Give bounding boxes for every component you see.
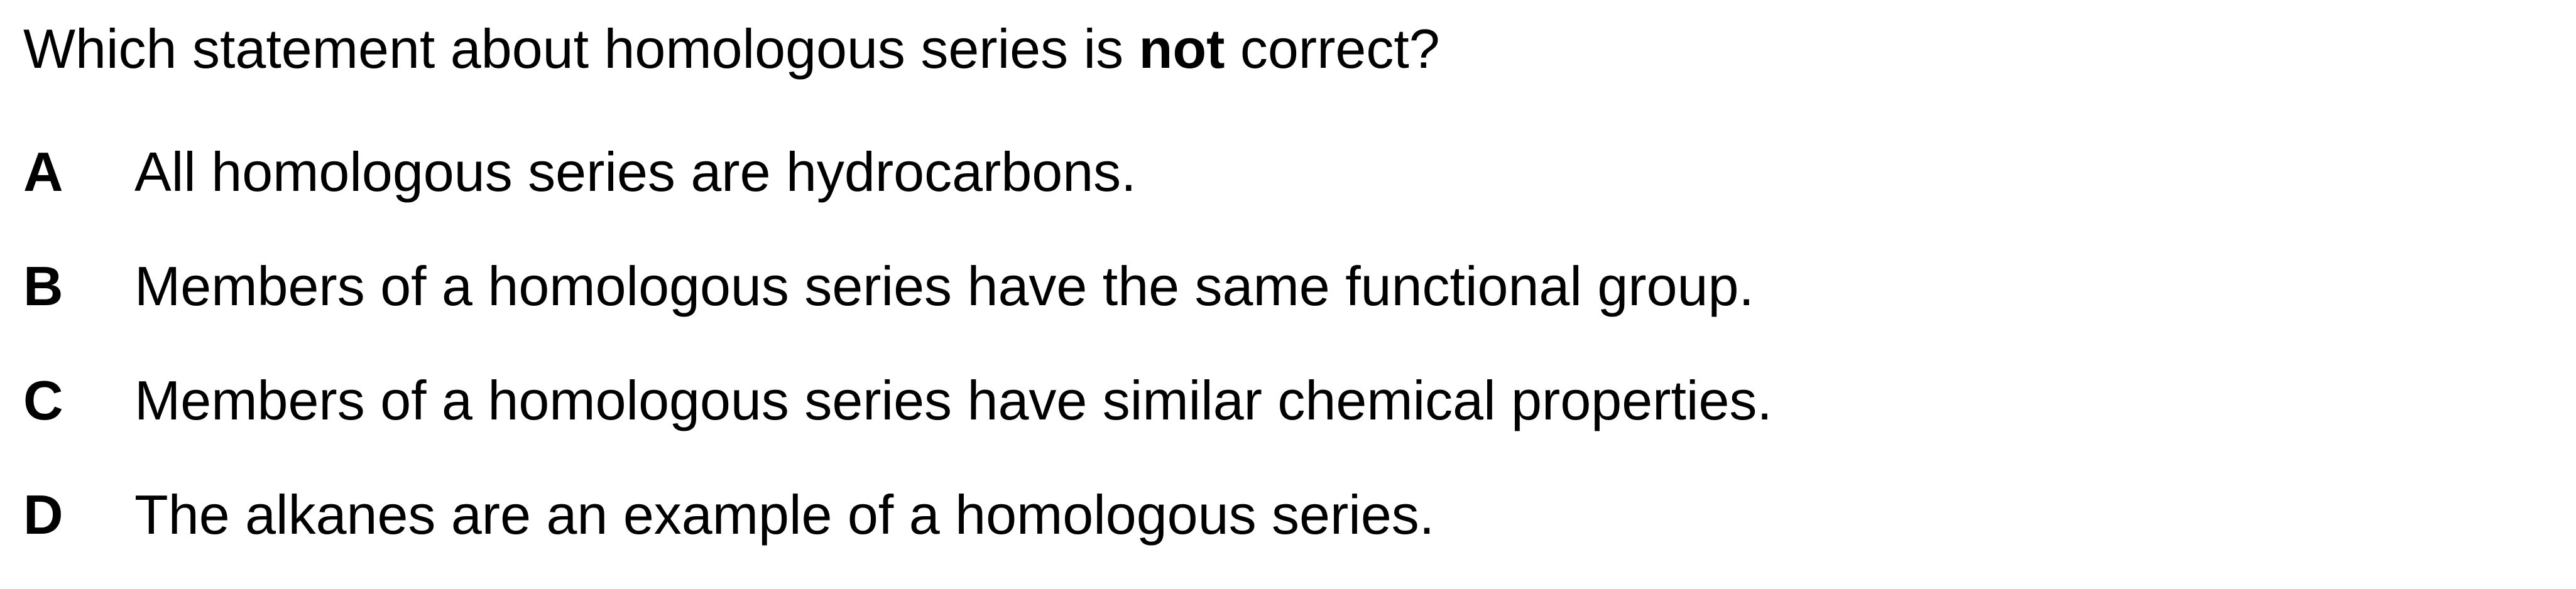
- option-b: [23, 246, 1772, 360]
- option-text: The alkanes are an example of a homologous series.: [134, 484, 1435, 546]
- option-text: Members of a homologous series have the same functional group.: [134, 255, 1754, 317]
- option-letter: A: [23, 141, 63, 203]
- option-c: [23, 360, 1772, 475]
- question-stem: [23, 9, 1440, 89]
- answer-options: [23, 132, 1772, 589]
- question-text-after: correct?: [1225, 18, 1440, 80]
- option-letter: C: [23, 369, 63, 431]
- option-d: [23, 475, 1772, 589]
- option-a: [23, 132, 1772, 246]
- option-letter: B: [23, 255, 63, 317]
- option-letter: D: [23, 484, 63, 546]
- option-text: All homologous series are hydrocarbons.: [134, 141, 1137, 203]
- question-text-before: Which statement about homologous series is: [23, 18, 1139, 80]
- question-emphasis: not: [1138, 18, 1225, 80]
- option-text: Members of a homologous series have similar chemical properties.: [134, 369, 1772, 431]
